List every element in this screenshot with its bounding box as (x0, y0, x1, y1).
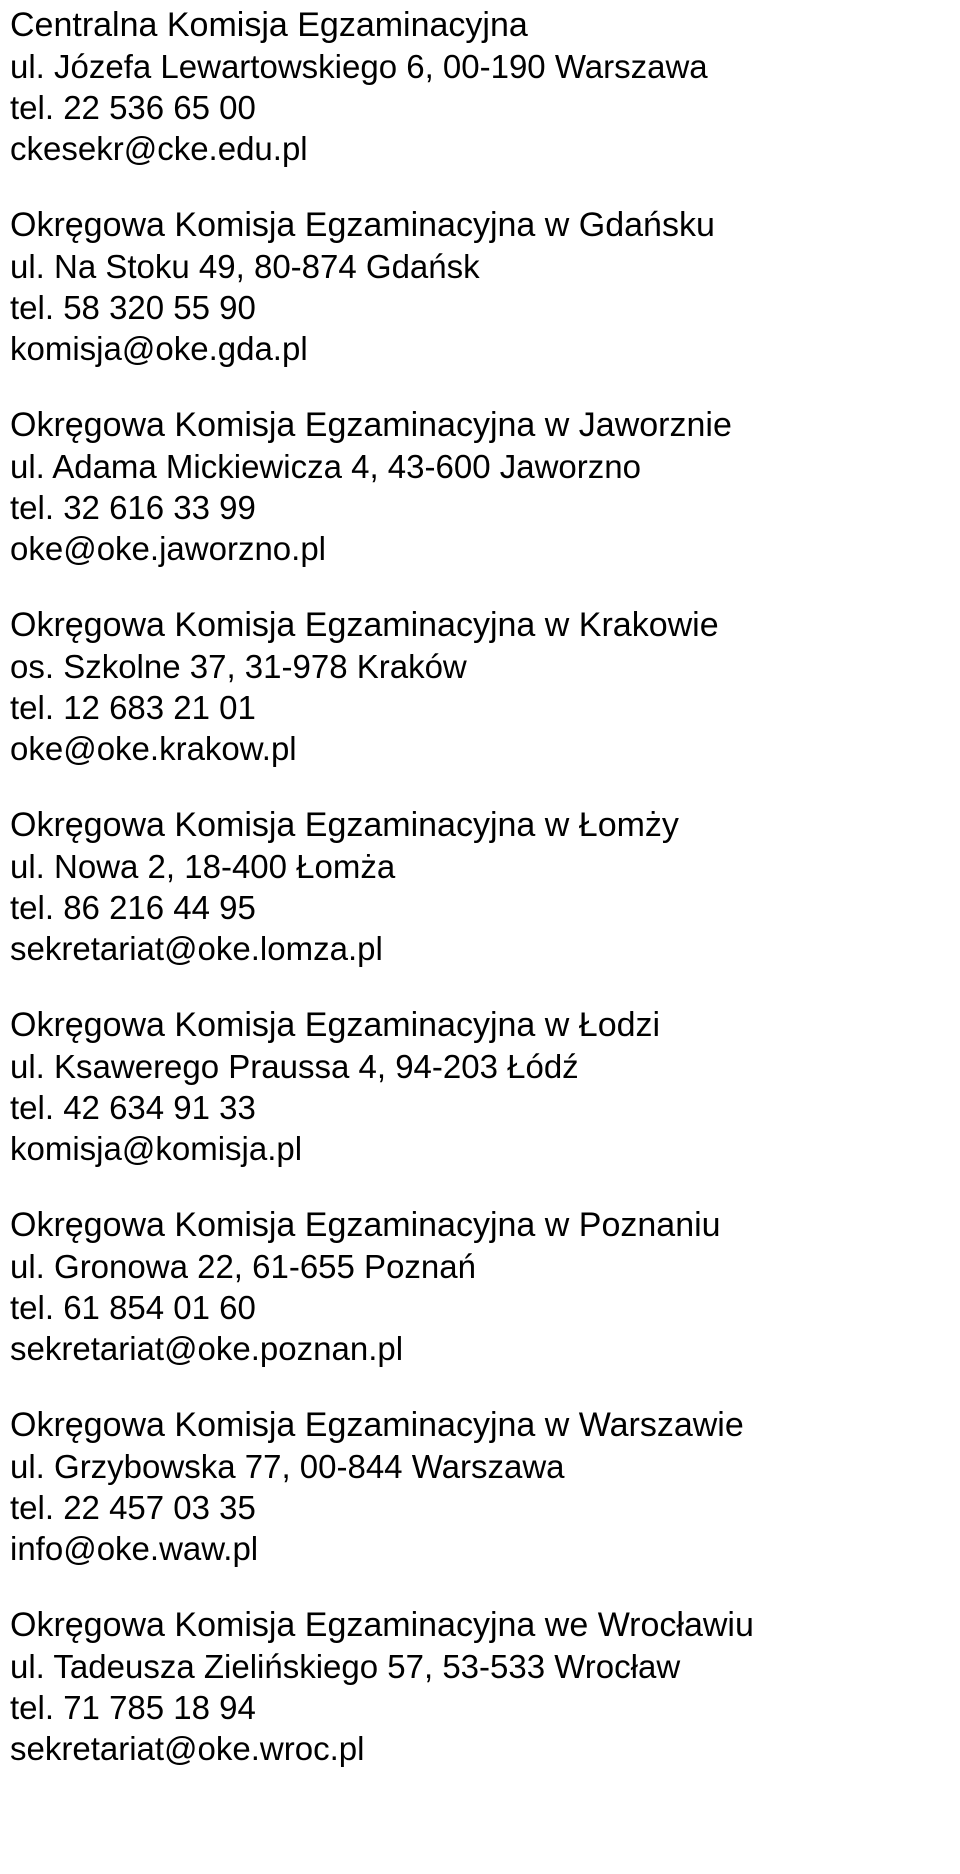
institution-email: sekretariat@oke.wroc.pl (10, 1730, 365, 1767)
institution-email: komisja@komisja.pl (10, 1130, 303, 1167)
institution-address: ul. Ksawerego Praussa 4, 94-203 Łódź (10, 1048, 579, 1085)
institution-block-wroclaw (10, 1605, 958, 1769)
institution-phone: tel. 58 320 55 90 (10, 289, 256, 326)
institution-phone: tel. 71 785 18 94 (10, 1689, 256, 1726)
institution-block-lodz (10, 1005, 958, 1169)
institution-email: komisja@oke.gda.pl (10, 330, 308, 367)
institution-email: oke@oke.jaworzno.pl (10, 530, 326, 567)
institution-block-jaworzno (10, 405, 958, 569)
institution-phone: tel. 42 634 91 33 (10, 1089, 256, 1126)
institution-address: ul. Gronowa 22, 61-655 Poznań (10, 1248, 476, 1285)
institution-block-lomza (10, 805, 958, 969)
institution-name: Okręgowa Komisja Egzaminacyjna w Jaworznie (10, 406, 732, 444)
institution-phone: tel. 22 536 65 00 (10, 89, 256, 126)
institution-block-warszawa (10, 1405, 958, 1569)
institution-address: ul. Grzybowska 77, 00-844 Warszawa (10, 1448, 565, 1485)
institution-email: sekretariat@oke.lomza.pl (10, 930, 383, 967)
institution-list (10, 5, 958, 1769)
institution-phone: tel. 61 854 01 60 (10, 1289, 256, 1326)
institution-name: Okręgowa Komisja Egzaminacyjna we Wrocławiu (10, 1606, 754, 1644)
institution-name: Okręgowa Komisja Egzaminacyjna w Warszawie (10, 1406, 744, 1444)
institution-name: Okręgowa Komisja Egzaminacyjna w Poznaniu (10, 1206, 721, 1244)
institution-phone: tel. 12 683 21 01 (10, 689, 256, 726)
institution-name: Centralna Komisja Egzaminacyjna (10, 6, 528, 44)
institution-phone: tel. 86 216 44 95 (10, 889, 256, 926)
institution-email: oke@oke.krakow.pl (10, 730, 297, 767)
institution-name: Okręgowa Komisja Egzaminacyjna w Krakowie (10, 606, 719, 644)
institution-name: Okręgowa Komisja Egzaminacyjna w Gdańsku (10, 206, 715, 244)
institution-phone: tel. 22 457 03 35 (10, 1489, 256, 1526)
institution-email: info@oke.waw.pl (10, 1530, 259, 1567)
institution-address: ul. Tadeusza Zielińskiego 57, 53-533 Wrocław (10, 1648, 681, 1685)
institution-address: ul. Józefa Lewartowskiego 6, 00-190 Warszawa (10, 48, 708, 85)
institution-name: Okręgowa Komisja Egzaminacyjna w Łodzi (10, 1006, 661, 1044)
institution-phone: tel. 32 616 33 99 (10, 489, 256, 526)
institution-block-poznan (10, 1205, 958, 1369)
institution-email: sekretariat@oke.poznan.pl (10, 1330, 404, 1367)
institution-address: ul. Adama Mickiewicza 4, 43-600 Jaworzno (10, 448, 641, 485)
institution-email: ckesekr@cke.edu.pl (10, 130, 308, 167)
institution-name: Okręgowa Komisja Egzaminacyjna w Łomży (10, 806, 679, 844)
institution-address: os. Szkolne 37, 31-978 Kraków (10, 648, 467, 685)
institution-block-krakow (10, 605, 958, 769)
institution-address: ul. Na Stoku 49, 80-874 Gdańsk (10, 248, 480, 285)
institution-block-cke (10, 5, 958, 169)
institution-address: ul. Nowa 2, 18-400 Łomża (10, 848, 396, 885)
institution-block-gdansk (10, 205, 958, 369)
